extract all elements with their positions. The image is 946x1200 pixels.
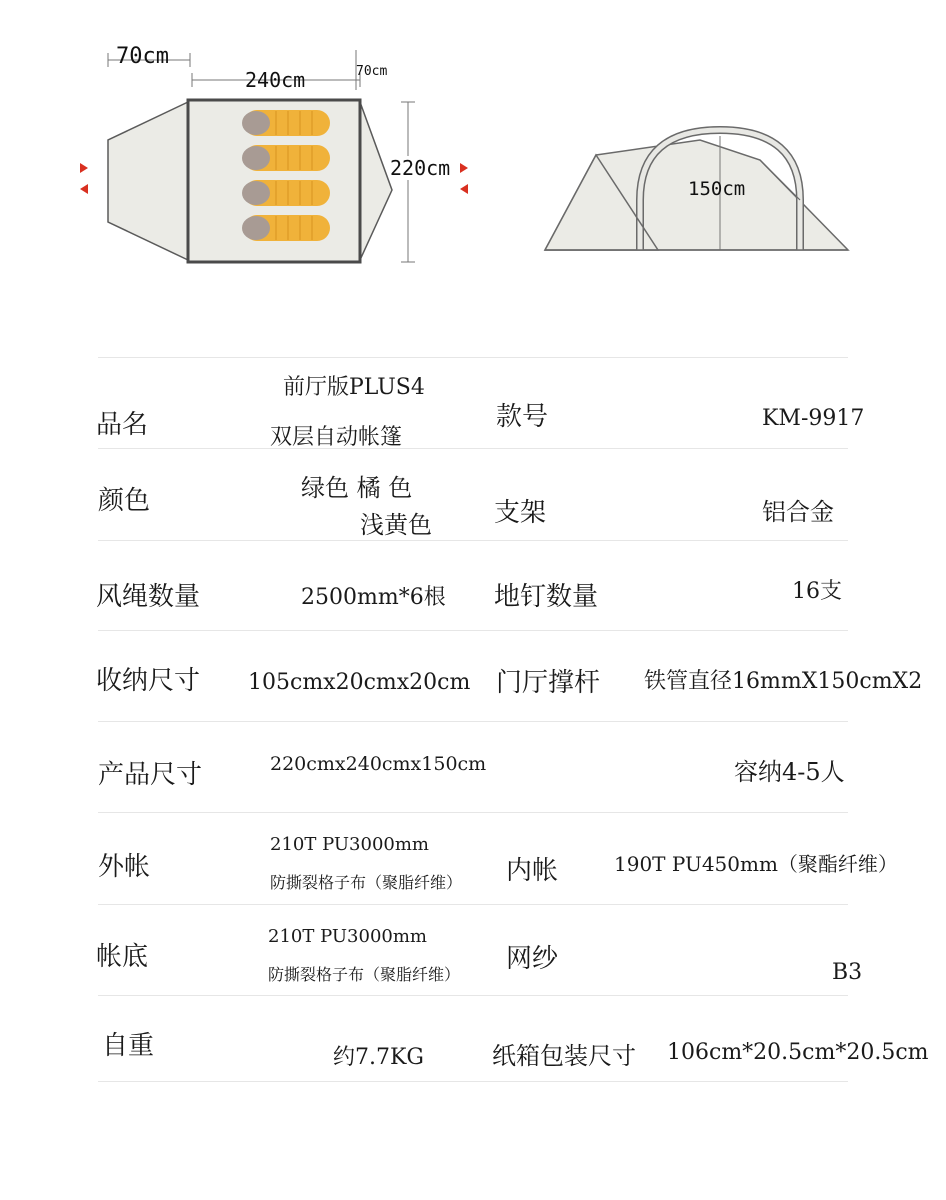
packed-size-label: 收纳尺寸	[96, 666, 201, 696]
mesh-label: 网纱	[506, 944, 559, 974]
floor-value-line2: 防撕裂格子布（聚脂纤维）	[268, 965, 461, 984]
product-size-value: 220cmx240cmx150cm	[270, 753, 487, 775]
dim-inner-length: 240cm	[245, 68, 306, 92]
weight-label: 自重	[102, 1031, 155, 1061]
floor-label: 帐底	[96, 942, 149, 972]
arrow-right-icon	[460, 163, 468, 173]
product-name-label: 品名	[96, 410, 149, 440]
carton-size-value: 106cm*20.5cm*20.5cm	[667, 1040, 929, 1065]
capacity-value: 容纳4-5人	[734, 758, 845, 786]
row-divider	[98, 630, 848, 631]
left-vestibule	[108, 102, 188, 260]
color-label: 颜色	[98, 486, 151, 516]
outer-tent-label: 外帐	[98, 852, 151, 882]
row-divider	[98, 721, 848, 722]
dim-left-vestibule: 70cm	[116, 44, 169, 69]
row-divider	[98, 904, 848, 905]
vestibule-pole-value: 铁管直径16mmX150cmX2	[644, 669, 923, 694]
vestibule-pole-label: 门厅撑杆	[496, 668, 601, 698]
dim-width: 220cm	[390, 156, 451, 180]
carton-size-label: 纸箱包装尺寸	[492, 1042, 636, 1070]
row-divider	[98, 540, 848, 541]
row-divider	[98, 995, 848, 996]
row-divider	[98, 357, 848, 358]
outer-tent-value-line1: 210T PU3000mm	[270, 834, 429, 855]
right-vestibule	[360, 102, 392, 260]
guy-rope-label: 风绳数量	[96, 582, 201, 612]
sleeping-bag-icon	[242, 145, 330, 171]
sleeping-bag-icon	[242, 215, 330, 241]
product-size-label: 产品尺寸	[98, 760, 203, 790]
product-name-value-line2: 双层自动帐篷	[270, 425, 403, 450]
mesh-value: B3	[832, 960, 863, 985]
model-number-label: 款号	[496, 402, 549, 432]
row-divider	[98, 1081, 848, 1082]
dim-height: 150cm	[688, 178, 746, 200]
model-number-value: KM-9917	[762, 406, 865, 431]
inner-tent-label: 内帐	[506, 856, 559, 886]
color-value-line1: 绿色 橘 色	[301, 474, 413, 502]
frame-label: 支架	[494, 498, 547, 528]
outer-tent-value-line2: 防撕裂格子布（聚脂纤维）	[270, 873, 463, 892]
row-divider	[98, 812, 848, 813]
stake-count-label: 地钉数量	[494, 582, 599, 612]
inner-tent-value: 190T PU450mm（聚酯纤维）	[614, 852, 898, 876]
stake-count-value: 16支	[792, 579, 842, 604]
arrow-left-icon	[80, 184, 88, 194]
weight-value: 约7.7KG	[333, 1045, 424, 1070]
floor-value-line1: 210T PU3000mm	[268, 926, 427, 947]
frame-value: 铝合金	[762, 498, 834, 526]
row-divider	[98, 448, 848, 449]
product-name-value-line1: 前厅版PLUS4	[283, 375, 425, 400]
guy-rope-value: 2500mm*6根	[301, 585, 446, 610]
packed-size-value: 105cmx20cmx20cm	[248, 670, 471, 695]
sleeping-bag-icon	[242, 180, 330, 206]
color-value-line2: 浅黄色	[360, 511, 432, 539]
arrow-left-icon	[460, 184, 468, 194]
dim-right-vestibule: 70cm	[356, 64, 388, 79]
arrow-right-icon	[80, 163, 88, 173]
sleeping-bag-icon	[242, 110, 330, 136]
